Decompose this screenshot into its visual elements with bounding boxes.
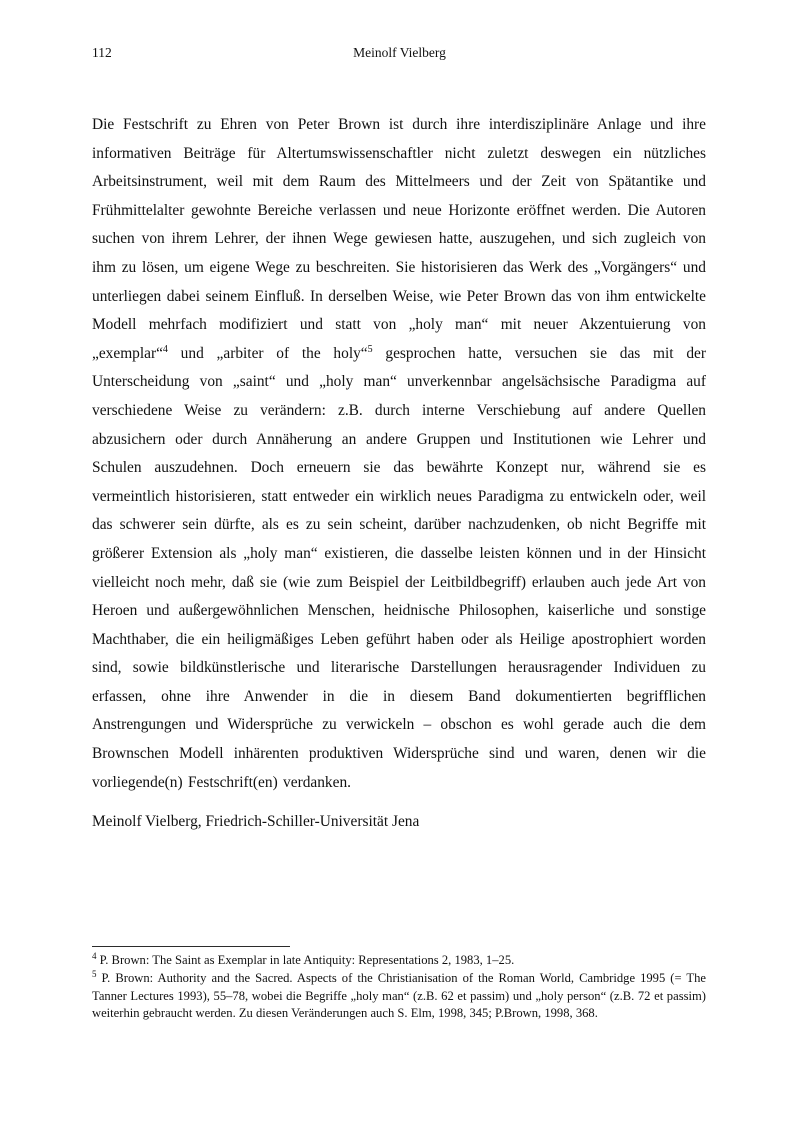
- footnote-5: [92, 970, 706, 1023]
- body-text-part2: und „arbiter of the holy“: [167, 344, 368, 362]
- author-signature: Meinolf Vielberg, Friedrich-Schiller-Universität Jena: [92, 813, 420, 830]
- body-paragraph: [92, 111, 706, 797]
- footnote-4: [92, 952, 706, 970]
- footnote-4-marker: 4: [92, 950, 97, 961]
- footnote-marker-5: 5: [367, 343, 373, 355]
- footnote-marker-4: 4: [162, 343, 168, 355]
- footnote-5-text: P. Brown: Authority and the Sacred. Aspects of the Christianisation of the Roman World, Cambridge 1995 (= The Tanner Lectures 1993), 55–78, wobei die Begriffe „holy man“ (z.B. 62 et passim) und „holy person“ (z.B. 72 et passim) weiterhin gebraucht werden. Zu diesen Veränderungen auch S. Elm, 1998, 345; P.Brown, 1998, 368.: [92, 970, 706, 1021]
- footnote-4-text: P. Brown: The Saint as Exemplar in late Antiquity: Representations 2, 1983, 1–25.: [99, 953, 515, 967]
- footnote-5-marker: 5: [92, 968, 97, 979]
- body-text-part1: Die Festschrift zu Ehren von Peter Brown ist durch ihre interdisziplinäre Anlage und ihre informativen Beiträge für Altertumswissenschaftler nicht zuletzt deswegen ein nützliches Arbeitsinstrument, weil mit dem Raum des Mittelmeers und der Zeit von Spätantike und Frühmittelalter gewohnte Bereiche verlassen und neue Horizonte eröffnet werden. Die Autoren suchen von ihrem Lehrer, der ihnen Wege gewiesen hatte, auszugehen, und sich zugleich von ihm zu lösen, um eigene Wege zu beschreiten. Sie historisieren das Werk des „Vorgängers“ und unterliegen dabei seinem Einfluß. In derselben Weise, wie Peter Brown das von ihm entwickelte Modell mehrfach modifiziert und statt von „holy man“ mit neuer Akzentuierung von „exemplar“: [92, 116, 706, 362]
- footnote-separator-rule: [92, 946, 290, 947]
- page-number: 112: [92, 45, 112, 60]
- running-head: Meinolf Vielberg: [353, 45, 446, 60]
- footnotes-section: [92, 952, 706, 1023]
- body-text-part3: gesprochen hatte, versuchen sie das mit der Unterscheidung von „saint“ und „holy man“ unverkennbar angelsächsische Paradigma auf verschiedene Weise zu verändern: z.B. durch interne Verschiebung auf andere Quellen abzusichern oder durch Annäherung an andere Gruppen und Institutionen wie Lehrer und Schulen auszudehnen. Doch erneuern sie das bewährte Konzept nur, während sie es vermeintlich historisieren, statt entweder ein wirklich neues Paradigma zu entwickeln oder, weil das schwerer sein dürfte, als es zu sein scheint, darüber nachzudenken, ob nicht Begriffe mit größerer Extension als „holy man“ existieren, die dasselbe leisten können und in der Hinsicht vielleicht noch mehr, daß sie (wie zum Beispiel der Leitbildbegriff) erlauben auch jede Art von Heroen und außergewöhnlichen Menschen, heidnische Philosophen, kaiserliche und sonstige Machthaber, die ein heiligmäßiges Leben geführt haben oder als Heilige apostrophiert worden sind, sowie bildkünstlerische und literarische Darstellungen herausragender Individuen zu erfassen, ohne ihre Anwender in die in diesem Band dokumentierten begrifflichen Anstrengungen und Widersprüche zu verwickeln – obschon es wohl gerade auch die dem Brownschen Modell inhärenten produktiven Widersprüche sind und waren, denen wir die vorliegende(n) Festschrift(en) verdanken.: [92, 344, 706, 791]
